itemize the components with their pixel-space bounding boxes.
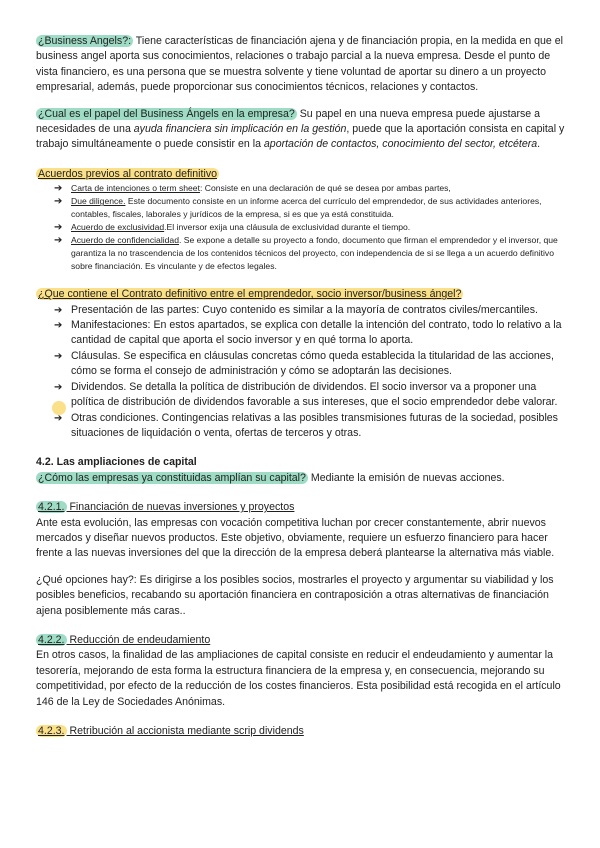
list-item: ➔ Presentación de las partes: Cuyo contenido es similar a la mayoría de contratos civiles/mercantiles. bbox=[54, 303, 566, 318]
acuerdos-list bbox=[36, 182, 566, 273]
subsection-423-heading bbox=[36, 724, 566, 739]
subsection-title: Reducción de endeudamiento bbox=[66, 633, 211, 646]
list-item bbox=[54, 195, 566, 221]
subsection-421-heading bbox=[36, 500, 566, 515]
papel-paragraph bbox=[36, 107, 566, 153]
document-page bbox=[36, 34, 566, 739]
paragraph: ¿Qué opciones hay?: Es dirigirse a los posibles socios, mostrarles el proyecto y argumentar su viabilidad y los posibles beneficios, recabando su aportación financiera en contraposición a otras alternativas de financiación ajena posiblemente más caras.. bbox=[36, 573, 554, 617]
papel-text-3: . bbox=[537, 138, 541, 151]
ampliacion-paragraph bbox=[36, 471, 566, 486]
subsection-422-heading bbox=[36, 633, 566, 648]
list-item: ➔ Dividendos. Se detalla la política de distribución de dividendos. El socio inversor va a proponer una política de distribución de dividendos favorable a sus intereses, que el socio emprendedor debe valorar. bbox=[54, 380, 566, 411]
acuerdo-text: . Se expone a detalle su proyecto a fondo, documento que firman el emprendedor y el inversor, que garantiza la no trascendencia de los contenidos técnicos del proyecto, con independencia de si se llega a un acuerdo definitivo sobre financiación. Es vinculante y de efectos legales. bbox=[71, 235, 558, 272]
subsection-number: 4.2.3. bbox=[38, 725, 65, 737]
paragraph: En otros casos, la finalidad de las ampliaciones de capital consiste en reducir el endeudamiento y aumentar la tesorería, mejorando de esta forma la estructura financiera de la empresa y, en consecuencia, mejorando su competitividad, por efecto de la reducción de los costes financieros. Esta posibilidad está recogida en el artículo 146 de la Ley de Sociedades Anónimas. bbox=[36, 649, 561, 708]
acuerdo-term: Acuerdo de exclusividad bbox=[71, 222, 165, 233]
business-angels-label: ¿Business Angels?: bbox=[38, 35, 132, 47]
papel-text-2: , puede que la aportación consista en capital y trabajo simultáneamente o puede consistir en la bbox=[36, 123, 565, 151]
papel-label: ¿Cual es el papel del Business Ángels en la empresa? bbox=[38, 107, 295, 120]
contrato-heading bbox=[36, 287, 566, 302]
acuerdo-text: : Consiste en una declaración de qué se desea por ambas partes, bbox=[199, 183, 451, 194]
paragraph: Ante esta evolución, las empresas con vocación competitiva luchan por crecer constantemente, abrir nuevos mercados y diseñar nuevos productos. Este objetivo, obviamente, requiere un esfuerzo financiero para hacer frente a las nuevas inversiones del que la dirección de la empresa deberá plantearse la alternativa más viable. bbox=[36, 516, 555, 560]
subsection-title: Retribución al accionista mediante scrip dividends bbox=[66, 725, 304, 737]
section-title: 4.2. Las ampliaciones de capital bbox=[36, 456, 197, 469]
acuerdo-text: Este documento consiste en un informe acerca del currículo del emprendedor, de sus actividades anteriores, contables, fiscales, laborales y jurídicos de la empresa, si es que ya está constituida. bbox=[71, 196, 542, 220]
list-item: ➔ Otras condiciones. Contingencias relativas a las posibles transmisiones futuras de la sociedad, posibles situaciones de liquidación o venta, ofertas de terceros y otras. bbox=[54, 411, 566, 442]
ampliacion-question: ¿Cómo las empresas ya constituidas amplían su capital? bbox=[38, 471, 306, 484]
contrato-list bbox=[36, 303, 566, 442]
acuerdos-heading bbox=[36, 167, 566, 182]
acuerdo-term: Acuerdo de confidencialidad bbox=[71, 235, 179, 246]
business-angels-paragraph bbox=[36, 34, 566, 96]
contrato-heading-text: ¿Que contiene el Contrato definitivo entre el emprendedor, socio inversor/business ángel? bbox=[38, 288, 462, 301]
list-item: ➔ Manifestaciones: En estos apartados, se explica con detalle la intención del contrato, todo lo relativo a la cantidad de capital que aporta el socio inversor y en qué torma lo aporta. bbox=[54, 318, 566, 349]
acuerdo-term: Carta de intenciones o term sheet bbox=[71, 183, 200, 194]
papel-italic-2: aportación de contactos, conocimiento del sector, etcétera bbox=[263, 138, 538, 151]
list-item bbox=[54, 182, 566, 195]
acuerdos-heading-text: Acuerdos previos al contrato definitivo bbox=[38, 167, 218, 180]
acuerdo-term: Due diligence. bbox=[71, 196, 126, 207]
list-item bbox=[54, 234, 566, 273]
business-angels-text: Tiene características de financiación ajena y de financiación propia, en la medida en que el business angel aporta sus conocimientos, relaciones o trabajo parcial a la nueva empresa. Desde el punto de vista financiero, es una persona que se muestra solvente y tiene voluntad de aportar su dinero a un proyecto empresarial, además, puede proporcionar sus conocimientos técnicos, relaciones y contactos. bbox=[36, 35, 563, 94]
list-item bbox=[54, 221, 566, 234]
list-item: ➔ Cláusulas. Se especifica en cláusulas concretas cómo queda establecida la titularidad de las acciones, cómo se forma el consejo de administración y cómo se adoptarán las decisiones. bbox=[54, 349, 566, 380]
subsection-number: 4.2.2. bbox=[38, 633, 65, 646]
subsection-title: Financiación de nuevas inversiones y proyectos bbox=[66, 501, 295, 514]
papel-text-1: Su papel en una nueva empresa puede ajustarse a necesidades de una bbox=[36, 107, 541, 136]
acuerdo-text: .El inversor exija una cláusula de exclusividad durante el tiempo. bbox=[164, 222, 411, 233]
papel-italic-1: ayuda financiera sin implicación en la gestión bbox=[133, 123, 347, 136]
yellow-dot-marker bbox=[52, 401, 66, 415]
subsection-number: 4.2.1. bbox=[38, 501, 65, 514]
ampliacion-answer: Mediante la emisión de nuevas acciones. bbox=[307, 471, 505, 484]
